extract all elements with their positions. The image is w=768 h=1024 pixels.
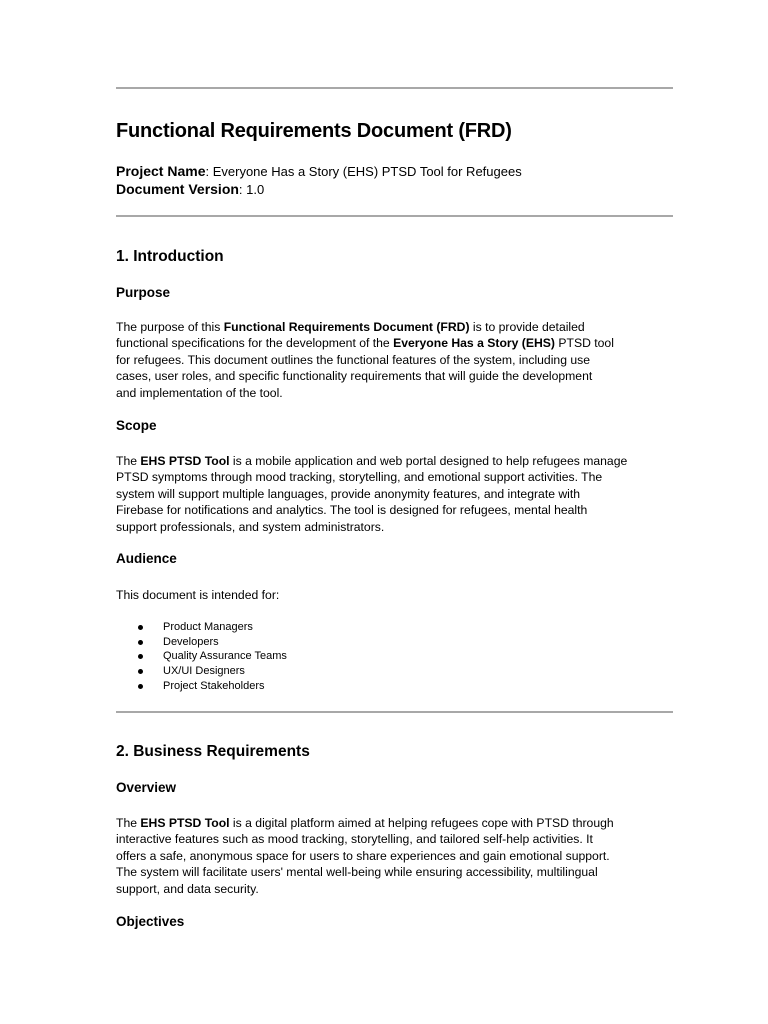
document-version-label: Document Version <box>116 181 239 197</box>
paragraph-line: interactive features such as mood tracking, storytelling, and tailored self-help activities. It <box>116 832 593 847</box>
paragraph-line: The EHS PTSD Tool is a digital platform aimed at helping refugees cope with PTSD through <box>116 816 614 830</box>
bullet-icon <box>138 654 143 659</box>
paragraph-line: support, and data security. <box>116 881 259 896</box>
purpose-paragraph <box>116 319 673 401</box>
list-item: Product Managers <box>116 620 673 635</box>
paragraph-line: Firebase for notifications and analytics. The tool is designed for refugees, mental health <box>116 503 588 518</box>
subheading-audience: Audience <box>116 551 177 566</box>
bullet-icon <box>138 625 143 630</box>
subheading-overview: Overview <box>116 780 177 795</box>
paragraph-line: The purpose of this Functional Requirements Document (FRD) is to provide detailed <box>116 320 585 334</box>
subheading-objectives: Objectives <box>116 914 185 929</box>
document-title: Functional Requirements Document (FRD) <box>116 120 512 142</box>
audience-list <box>116 620 673 693</box>
bullet-icon <box>138 684 143 689</box>
audience-intro: This document is intended for: <box>116 588 280 602</box>
list-item: Developers <box>116 635 673 650</box>
bullet-icon <box>138 669 143 674</box>
paragraph-line: support professionals, and system administrators. <box>116 519 385 534</box>
horizontal-rule <box>116 215 673 217</box>
section-heading-introduction: 1. Introduction <box>116 248 224 265</box>
horizontal-rule <box>116 711 673 713</box>
document-version-line <box>116 181 264 197</box>
paragraph-line: and implementation of the tool. <box>116 385 283 400</box>
scope-paragraph <box>116 453 673 535</box>
list-item: Project Stakeholders <box>116 679 673 694</box>
paragraph-line: functional specifications for the development of the Everyone Has a Story (EHS) PTSD tool <box>116 336 614 351</box>
overview-paragraph <box>116 815 673 897</box>
horizontal-rule <box>116 87 673 89</box>
bullet-icon <box>138 640 143 645</box>
paragraph-line: system will support multiple languages, provide anonymity features, and integrate with <box>116 486 581 501</box>
document-version-value: : 1.0 <box>238 182 265 197</box>
paragraph-line: The system will facilitate users' mental well-being while ensuring accessibility, multilingual <box>116 865 598 880</box>
paragraph-line: The EHS PTSD Tool is a mobile application and web portal designed to help refugees manage <box>116 454 628 468</box>
paragraph-line: cases, user roles, and specific functionality requirements that will guide the development <box>116 369 593 384</box>
section-heading-business-requirements: 2. Business Requirements <box>116 743 310 760</box>
subheading-purpose: Purpose <box>116 285 171 300</box>
list-item: UX/UI Designers <box>116 664 673 679</box>
paragraph-line: for refugees. This document outlines the functional features of the system, including use <box>116 352 591 367</box>
project-name-label: Project Name <box>116 163 206 179</box>
paragraph-line: PTSD symptoms through mood tracking, storytelling, and emotional support activities. The <box>116 470 603 485</box>
project-name-line <box>116 163 522 179</box>
paragraph-line: offers a safe, anonymous space for users to share experiences and gain emotional support. <box>116 848 610 863</box>
project-name-value: : Everyone Has a Story (EHS) PTSD Tool for Refugees <box>205 164 522 179</box>
subheading-scope: Scope <box>116 418 157 433</box>
list-item: Quality Assurance Teams <box>116 649 673 664</box>
